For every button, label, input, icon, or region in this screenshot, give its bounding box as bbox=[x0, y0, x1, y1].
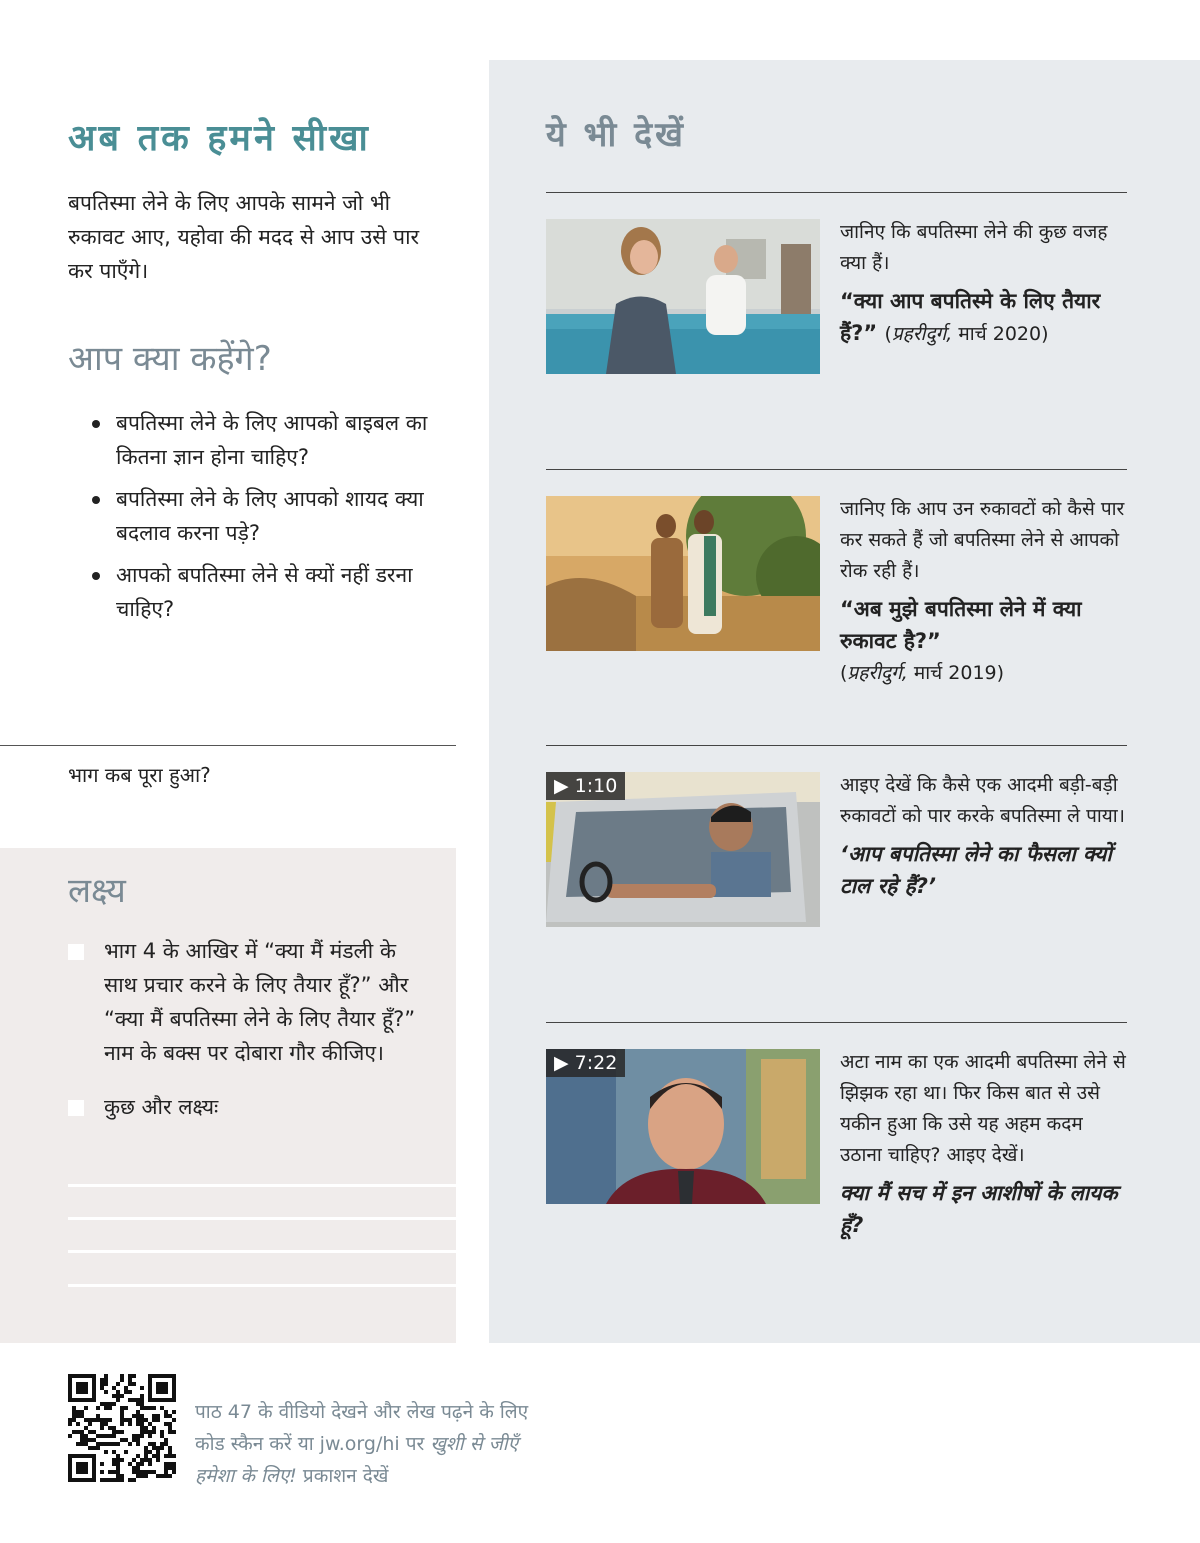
baptism-pool-image[interactable] bbox=[546, 219, 820, 374]
goal-checkbox[interactable] bbox=[68, 1100, 84, 1116]
divider bbox=[546, 469, 1127, 470]
goal-item bbox=[68, 1090, 418, 1124]
item-description: जानिए कि आप उन रुकावटों को कैसे पार कर सकते हैं जो बपतिस्मा लेने से आपको रोक रही हैं। bbox=[840, 498, 1125, 582]
write-line[interactable] bbox=[68, 1217, 456, 1220]
goal-title: लक्ष्य bbox=[68, 871, 126, 911]
question-item: बपतिस्मा लेने के लिए आपको शायद क्या बदलाव करना पड़े? bbox=[92, 482, 447, 550]
learned-title: अब तक हमने सीखा bbox=[68, 118, 371, 159]
questions-list bbox=[92, 406, 447, 634]
see-also-item-3 bbox=[840, 770, 1130, 902]
video-duration: ▶ 7:22 bbox=[546, 1049, 625, 1077]
question-item: बपतिस्मा लेने के लिए आपको बाइबल का कितना ज्ञान होना चाहिए? bbox=[92, 406, 447, 474]
write-line[interactable] bbox=[68, 1184, 456, 1187]
goal-item-text: कुछ और लक्ष्यः bbox=[104, 1095, 219, 1119]
video-title-link[interactable]: ‘आप बपतिस्मा लेने का फैसला क्यों टाल रहे हैं?’ bbox=[840, 842, 1112, 898]
man-in-car-video-thumbnail[interactable] bbox=[546, 772, 820, 927]
footer-text bbox=[195, 1396, 625, 1492]
questions-title: आप क्या कहेंगे? bbox=[68, 339, 272, 379]
goal-item bbox=[68, 934, 418, 1070]
article-title-link[interactable]: “अब मुझे बपतिस्मा लेने में क्या रुकावट है?” (प्रहरीदुर्ग, मार्च 2019) bbox=[840, 597, 1082, 684]
video-title-link[interactable]: क्या मैं सच में इन आशीषों के लायक हूँ? bbox=[840, 1181, 1118, 1237]
completed-label: भाग कब पूरा हुआ? bbox=[68, 763, 211, 787]
write-line[interactable] bbox=[68, 1250, 456, 1253]
see-also-title: ये भी देखें bbox=[546, 115, 686, 155]
goal-checkbox[interactable] bbox=[68, 944, 84, 960]
see-also-item-1 bbox=[840, 217, 1130, 350]
see-also-item-4 bbox=[840, 1047, 1130, 1241]
footer-line-1: पाठ 47 के वीडियो देखने और लेख पढ़ने के लिए bbox=[195, 1401, 529, 1423]
jesus-john-painting-image[interactable] bbox=[546, 496, 820, 651]
ata-interview-video-thumbnail[interactable] bbox=[546, 1049, 820, 1204]
learned-text: बपतिस्मा लेने के लिए आपके सामने जो भी रुकावट आए, यहोवा की मदद से आप उसे पार कर पाएँगे। bbox=[68, 191, 420, 283]
goal-item-text: भाग 4 के आखिर में “क्या मैं मंडली के साथ प्रचार करने के लिए तैयार हूँ?” और “क्या मैं बपतिस्मा लेने के लिए तैयार हूँ?” नाम के बक्स पर दोबारा गौर कीजिए। bbox=[104, 939, 416, 1065]
goal-list bbox=[68, 934, 418, 1124]
item-description: अटा नाम का एक आदमी बपतिस्मा लेने से झिझक रहा था। फिर किस बात से उसे यकीन हुआ कि उसे यह अहम कदम उठाना चाहिए? आइए देखें। bbox=[840, 1051, 1126, 1166]
see-also-item-2 bbox=[840, 494, 1130, 689]
divider bbox=[546, 745, 1127, 746]
divider bbox=[546, 1022, 1127, 1023]
qr-code[interactable] bbox=[68, 1374, 176, 1482]
video-duration: ▶ 1:10 bbox=[546, 772, 625, 800]
write-line[interactable] bbox=[68, 1284, 456, 1287]
item-description: आइए देखें कि कैसे एक आदमी बड़ी-बड़ी रुकावटों को पार करके बपतिस्मा ले पाया। bbox=[840, 774, 1125, 827]
item-description: जानिए कि बपतिस्मा लेने की कुछ वजह क्या हैं। bbox=[840, 221, 1108, 274]
article-title-link[interactable]: “क्या आप बपतिस्मे के लिए तैयार हैं?” (प्रहरीदुर्ग, मार्च 2020) bbox=[840, 289, 1101, 345]
question-item: आपको बपतिस्मा लेने से क्यों नहीं डरना चाहिए? bbox=[92, 558, 447, 626]
divider bbox=[546, 192, 1127, 193]
footer-line-2: कोड स्कैन करें या jw.org/hi पर खुशी से जीएँ bbox=[195, 1433, 519, 1455]
divider bbox=[0, 745, 456, 746]
footer-line-3: हमेशा के लिए! प्रकाशन देखें bbox=[195, 1465, 389, 1487]
